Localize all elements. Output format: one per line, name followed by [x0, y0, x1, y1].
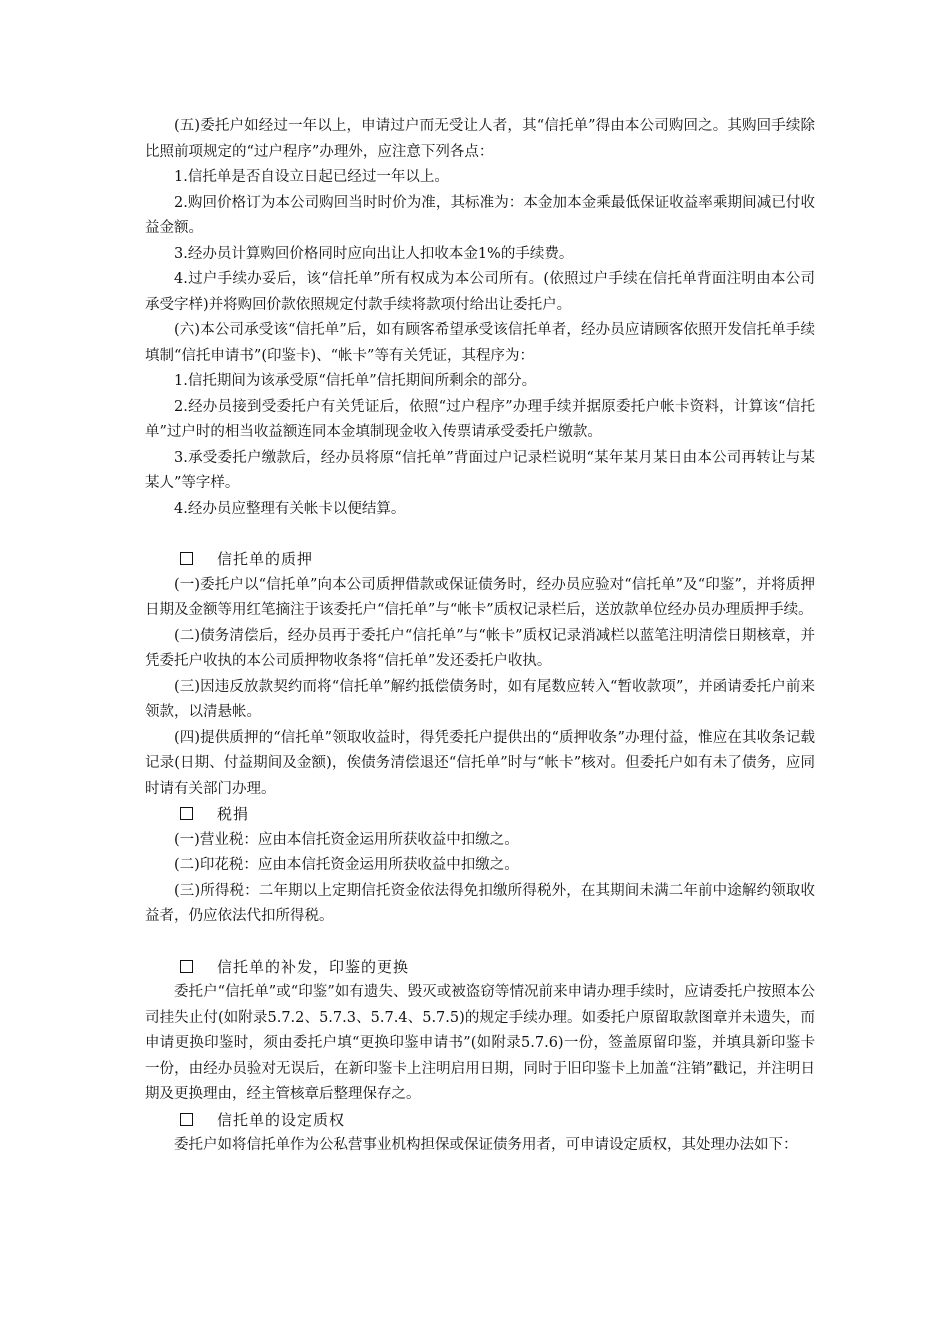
paragraph: 3.经办员计算购回价格同时应向出让人扣收本金1%的手续费。 — [174, 245, 574, 262]
section-tax — [145, 828, 815, 930]
paragraph: (一)营业税：应由本信托资金运用所获收益中扣缴之。 — [174, 831, 519, 848]
paragraph: 委托户“信托单”或“印鉴”如有遗失、毁灭或被盗窃等情况前来申请办理手续时，应请委托户按照本公司挂失止付(如附录5.7.2、5.7.3、5.7.4、5.7.5)的规定手续办理。如委托户原留取款图章并未遗失，而申请更换印鉴时，须由委托户填“更换印鉴申请书”(如附录5.7.6)一份，签盖原留印鉴，并填具新印鉴卡一份，由经办员验对无误后，在新印鉴卡上注明启用日期，同时于旧印鉴卡上加盖“注销”戳记，并注明日期及更换理由，经主管核章后整理保存之。 — [145, 984, 815, 1102]
heading-text: 信托单的设定质权 — [217, 1110, 346, 1129]
section-buyback — [145, 114, 815, 522]
paragraph: 4.过户手续办妥后，该“信托单”所有权成为本公司所有。(依照过户手续在信托单背面注明由本公司承受字样)并将购回价款依照规定付款手续将款项付给出让委托户。 — [145, 271, 815, 313]
section-heading — [145, 955, 815, 981]
paragraph: (三)所得税：二年期以上定期信托资金依法得免扣缴所得税外，在其期间未满二年前中途解约领取收益者，仍应依法代扣所得税。 — [145, 882, 815, 924]
document-page — [145, 114, 815, 1159]
paragraph: (五)委托户如经过一年以上，申请过户而无受让人者，其“信托单”得由本公司购回之。其购回手续除比照前项规定的“过户程序”办理外，应注意下列各点： — [145, 118, 815, 160]
heading-text: 税捐 — [217, 805, 250, 823]
paragraph: (六)本公司承受该“信托单”后，如有顾客希望承受该信托单者，经办员应请顾客依照开发信托单手续填制“信托申请书”(印鉴卡)、“帐卡”等有关凭证，其程序为： — [145, 322, 815, 364]
paragraph: 3.承受委托户缴款后，经办员将原“信托单”背面过户记录栏说明“某年某月某日由本公司再转让与某某人”等字样。 — [145, 449, 815, 491]
heading-text: 信托单的补发，印鉴的更换 — [217, 957, 410, 976]
heading-text: 信托单的质押 — [217, 550, 314, 568]
section-heading — [145, 547, 815, 573]
paragraph: 2.经办员接到受委托户有关凭证后，依照“过户程序”办理手续并据原委托户帐卡资料，计算该“信托单”过户时的相当收益额连同本金填制现金收入传票请承受委托户缴款。 — [145, 398, 815, 440]
paragraph: (二)债务清偿后，经办员再于委托户“信托单”与“帐卡”质权记录消减栏以蓝笔注明清偿日期核章，并凭委托户收执的本公司质押物收条将“信托单”发还委托户收执。 — [145, 627, 815, 669]
paragraph: (二)印花税：应由本信托资金运用所获收益中扣缴之。 — [174, 857, 519, 873]
paragraph: 1.信托期间为该承受原“信托单”信托期间所剩余的部分。 — [174, 373, 537, 389]
section-pledge — [145, 573, 815, 803]
paragraph: (三)因违反放款契约而将“信托单”解约抵偿债务时，如有尾数应转入“暂收款项”，并函请委托户前来领款，以清悬帐。 — [145, 678, 815, 720]
checkbox-square-icon — [180, 552, 193, 565]
section-heading — [145, 802, 815, 828]
paragraph: 2.购回价格订为本公司购回当时时价为准，其标准为：本金加本金乘最低保证收益率乘期间减已付收益金额。 — [145, 194, 815, 236]
paragraph: 4.经办员应整理有关帐卡以便结算。 — [174, 500, 406, 517]
section-reissue — [145, 980, 815, 1108]
paragraph: 1.信托单是否自设立日起已经过一年以上。 — [174, 169, 449, 185]
section-lien — [145, 1133, 815, 1159]
paragraph: 委托户如将信托单作为公私营事业机构担保或保证债务用者，可申请设定质权，其处理办法如下： — [174, 1137, 798, 1153]
paragraph: (四)提供质押的“信托单”领取收益时，得凭委托户提供出的“质押收条”办理付益，惟应在其收条记载记录(日期、付益期间及金额)，俟债务清偿退还“信托单”时与“帐卡”核对。但委托户如有未了债务，应同时请有关部门办理。 — [145, 729, 815, 797]
checkbox-square-icon — [180, 1113, 193, 1126]
checkbox-square-icon — [180, 807, 193, 820]
section-heading — [145, 1108, 815, 1134]
checkbox-square-icon — [180, 960, 193, 973]
paragraph: (一)委托户以“信托单”向本公司质押借款或保证债务时，经办员应验对“信托单”及“印鉴”，并将质押日期及金额等用红笔摘注于该委托户“信托单”与“帐卡”质权记录栏后，送放款单位经办员办理质押手续。 — [145, 576, 815, 618]
